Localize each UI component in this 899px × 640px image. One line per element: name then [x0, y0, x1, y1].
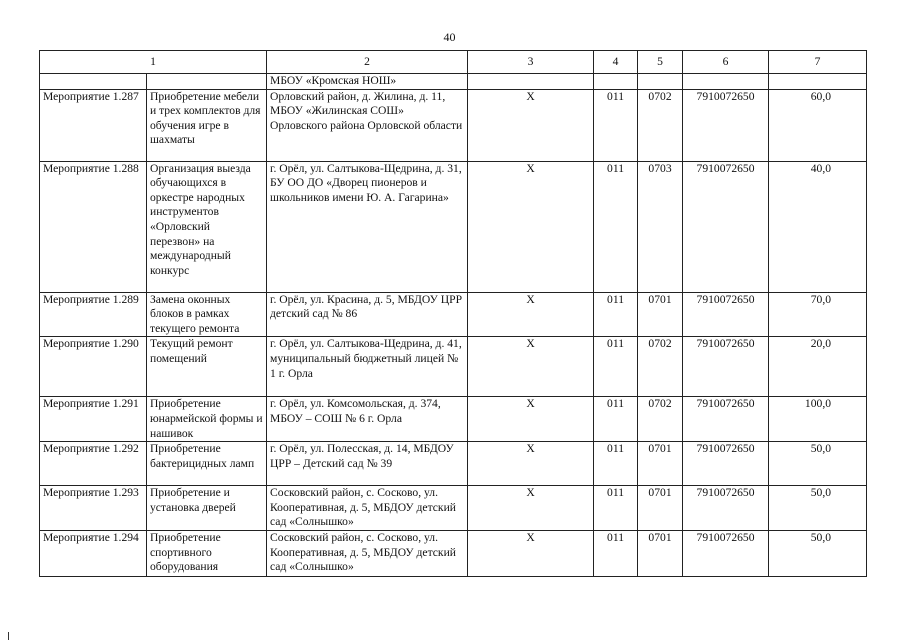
cell-address: МБОУ «Кромская НОШ» [267, 74, 468, 90]
header-col-6: 6 [683, 51, 769, 74]
cell-c5: 0701 [638, 292, 683, 337]
cell-c3: Х [468, 397, 594, 442]
cell-c5: 0702 [638, 397, 683, 442]
table-row [40, 397, 867, 442]
cell-c7: 50,0 [769, 442, 867, 486]
cell-c6: 7910072650 [683, 531, 769, 577]
cell-c6: 7910072650 [683, 397, 769, 442]
cell-name: Организация выезда обучающихся в оркестре народных инструментов «Орловский перезвон» на международный конкурс [147, 161, 267, 292]
cell-c5 [638, 74, 683, 90]
cell-c3: Х [468, 442, 594, 486]
cell-id: Мероприятие 1.294 [40, 531, 147, 577]
continuation-row [40, 74, 867, 90]
cell-c3: Х [468, 89, 594, 161]
cell-id [40, 74, 147, 90]
cell-c3: Х [468, 161, 594, 292]
cell-address: Орловский район, д. Жилина, д. 11, МБОУ «Жилинская СОШ» Орловского района Орловской области [267, 89, 468, 161]
cell-c6 [683, 74, 769, 90]
cell-c4: 011 [594, 337, 638, 397]
cell-id: Мероприятие 1.287 [40, 89, 147, 161]
table-row [40, 292, 867, 337]
cell-name: Приобретение и установка дверей [147, 486, 267, 531]
cell-c3: Х [468, 486, 594, 531]
cell-address: г. Орёл, ул. Красина, д. 5, МБДОУ ЦРР детский сад № 86 [267, 292, 468, 337]
cell-id: Мероприятие 1.292 [40, 442, 147, 486]
cell-c6: 7910072650 [683, 292, 769, 337]
cell-id: Мероприятие 1.289 [40, 292, 147, 337]
header-col-2: 2 [267, 51, 468, 74]
cell-address: г. Орёл, ул. Полесская, д. 14, МБДОУ ЦРР – Детский сад № 39 [267, 442, 468, 486]
table-row [40, 442, 867, 486]
margin-mark [8, 632, 9, 640]
header-col-5: 5 [638, 51, 683, 74]
cell-c4: 011 [594, 397, 638, 442]
header-col-4: 4 [594, 51, 638, 74]
cell-c4 [594, 74, 638, 90]
cell-c3: Х [468, 337, 594, 397]
cell-name: Приобретение спортивного оборудования [147, 531, 267, 577]
cell-c5: 0701 [638, 442, 683, 486]
cell-c3 [468, 74, 594, 90]
cell-c7: 20,0 [769, 337, 867, 397]
cell-c4: 011 [594, 486, 638, 531]
cell-address: г. Орёл, ул. Салтыкова-Щедрина, д. 41, муниципальный бюджетный лицей № 1 г. Орла [267, 337, 468, 397]
cell-c5: 0702 [638, 337, 683, 397]
header-col-1: 1 [40, 51, 267, 74]
cell-name [147, 74, 267, 90]
cell-c7: 70,0 [769, 292, 867, 337]
table-row [40, 486, 867, 531]
cell-address: Сосковский район, с. Сосково, ул. Кооперативная, д. 5, МБДОУ детский сад «Солнышко» [267, 531, 468, 577]
cell-c5: 0703 [638, 161, 683, 292]
cell-address: г. Орёл, ул. Комсомольская, д. 374, МБОУ – СОШ № 6 г. Орла [267, 397, 468, 442]
cell-c7: 100,0 [769, 397, 867, 442]
table-row [40, 531, 867, 577]
cell-c7: 40,0 [769, 161, 867, 292]
cell-c5: 0701 [638, 486, 683, 531]
table-row [40, 337, 867, 397]
cell-address: г. Орёл, ул. Салтыкова-Щедрина, д. 31, БУ ОО ДО «Дворец пионеров и школьников имени Ю. А. Гагарина» [267, 161, 468, 292]
cell-c6: 7910072650 [683, 442, 769, 486]
cell-c3: Х [468, 531, 594, 577]
cell-c4: 011 [594, 292, 638, 337]
measures-table [39, 50, 867, 577]
cell-c6: 7910072650 [683, 161, 769, 292]
cell-c7 [769, 74, 867, 90]
cell-c7: 50,0 [769, 531, 867, 577]
cell-c4: 011 [594, 531, 638, 577]
cell-c4: 011 [594, 89, 638, 161]
cell-address: Сосковский район, с. Сосково, ул. Кооперативная, д. 5, МБДОУ детский сад «Солнышко» [267, 486, 468, 531]
cell-name: Приобретение мебели и трех комплектов для обучения игре в шахматы [147, 89, 267, 161]
cell-c6: 7910072650 [683, 337, 769, 397]
table-row [40, 161, 867, 292]
cell-id: Мероприятие 1.291 [40, 397, 147, 442]
header-col-3: 3 [468, 51, 594, 74]
cell-c4: 011 [594, 442, 638, 486]
cell-id: Мероприятие 1.293 [40, 486, 147, 531]
cell-c5: 0701 [638, 531, 683, 577]
table-header-row [40, 51, 867, 74]
cell-name: Замена оконных блоков в рамках текущего ремонта [147, 292, 267, 337]
cell-name: Текущий ремонт помещений [147, 337, 267, 397]
cell-c3: Х [468, 292, 594, 337]
cell-id: Мероприятие 1.290 [40, 337, 147, 397]
cell-c6: 7910072650 [683, 486, 769, 531]
cell-c4: 011 [594, 161, 638, 292]
cell-c7: 60,0 [769, 89, 867, 161]
cell-name: Приобретение бактерицидных ламп [147, 442, 267, 486]
cell-c6: 7910072650 [683, 89, 769, 161]
page-number: 40 [443, 30, 456, 44]
cell-name: Приобретение юнармейской формы и нашивок [147, 397, 267, 442]
table-row [40, 89, 867, 161]
cell-c7: 50,0 [769, 486, 867, 531]
cell-c5: 0702 [638, 89, 683, 161]
header-col-7: 7 [769, 51, 867, 74]
cell-id: Мероприятие 1.288 [40, 161, 147, 292]
